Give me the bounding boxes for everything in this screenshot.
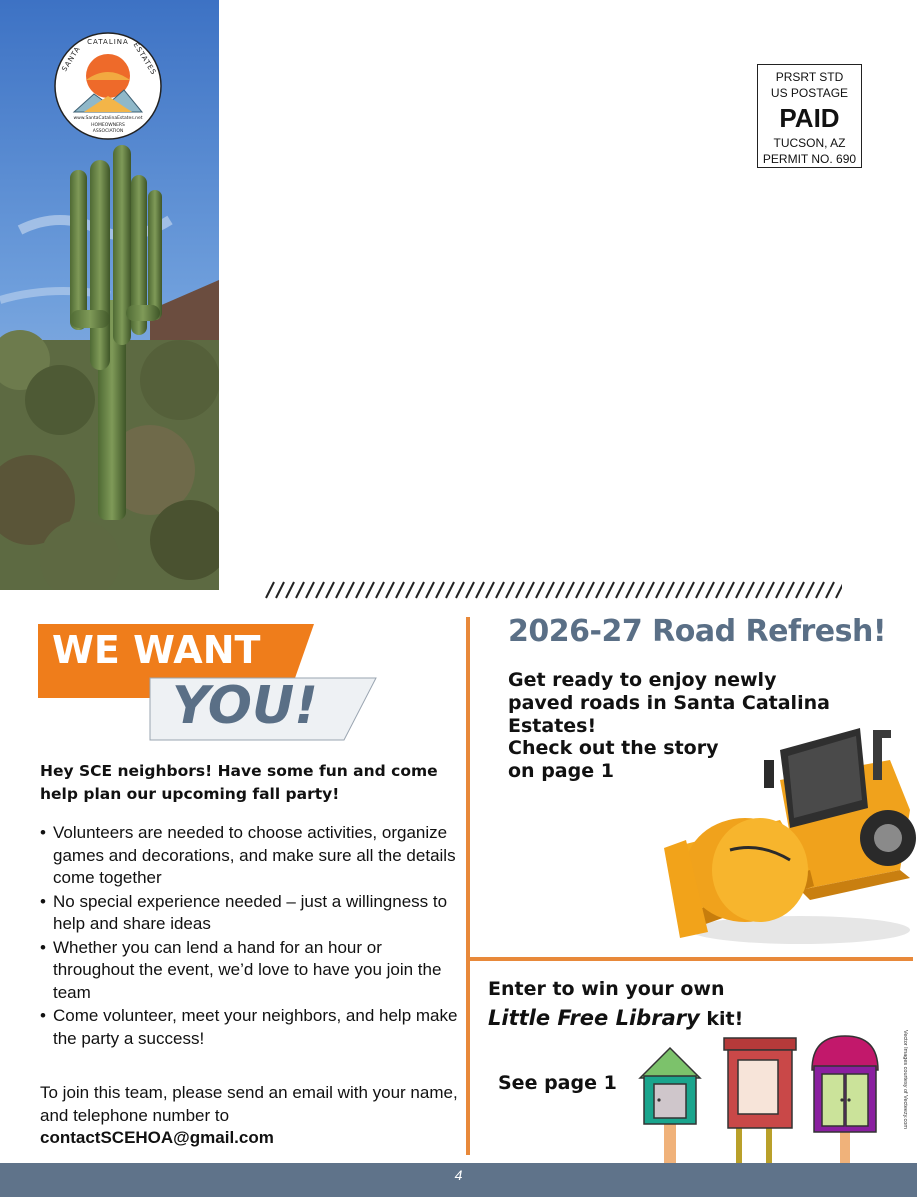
logo-org-2: ASSOCIATION <box>92 129 124 134</box>
slash-mark <box>756 582 764 598</box>
slash-mark <box>716 582 724 598</box>
vertical-divider <box>466 617 470 1155</box>
slash-mark <box>786 582 794 598</box>
volunteer-bullets <box>40 822 460 1051</box>
slash-mark <box>446 582 454 598</box>
slash-mark <box>796 582 804 598</box>
library-title <box>488 975 743 1034</box>
slash-mark <box>826 582 834 598</box>
library-arch-icon <box>812 1036 878 1164</box>
slash-mark <box>736 582 744 598</box>
postage-permit: PERMIT NO. 690 <box>762 152 857 166</box>
road-roller-icon <box>660 720 917 950</box>
slash-mark <box>816 582 824 598</box>
slash-mark <box>726 582 734 598</box>
banner-you: YOU! <box>172 676 318 736</box>
slash-mark <box>336 582 344 598</box>
slash-mark <box>286 582 294 598</box>
library-title-italic: Little Free Library <box>488 1006 700 1030</box>
slash-mark <box>396 582 404 598</box>
slash-mark <box>566 582 574 598</box>
library-house-icon <box>640 1048 700 1164</box>
slash-mark <box>366 582 374 598</box>
slash-mark <box>636 582 644 598</box>
slash-mark <box>306 582 314 598</box>
list-item: • Volunteers are needed to choose activities, organize games and decorations, and make sure all the details come together <box>40 822 460 890</box>
slash-mark <box>606 582 614 598</box>
library-title-line1: Enter to win your own <box>488 978 725 1000</box>
slash-mark <box>456 582 464 598</box>
list-item: • Whether you can lend a hand for an hour or throughout the event, we’d love to have you join the team <box>40 937 460 1005</box>
slash-mark <box>386 582 394 598</box>
cover-photo <box>0 0 219 590</box>
slash-mark <box>426 582 434 598</box>
slash-mark <box>746 582 754 598</box>
horizontal-divider <box>470 957 913 961</box>
slash-mark <box>616 582 624 598</box>
slash-mark <box>506 582 514 598</box>
slash-mark <box>806 582 814 598</box>
postage-city: TUCSON, AZ <box>773 136 846 150</box>
library-box-icon <box>724 1038 796 1164</box>
slash-mark <box>666 582 674 598</box>
slash-mark <box>296 582 304 598</box>
slash-mark <box>546 582 554 598</box>
svg-text:SANTA: SANTA <box>60 44 83 73</box>
slash-mark <box>776 582 784 598</box>
slash-mark <box>676 582 684 598</box>
svg-text:ESTATES: ESTATES <box>131 41 158 77</box>
slash-mark <box>766 582 774 598</box>
slash-mark <box>476 582 484 598</box>
contact-email-link[interactable]: contactSCEHOA@gmail.com <box>40 1128 274 1147</box>
slash-mark <box>646 582 654 598</box>
library-title-rest: kit! <box>699 1008 744 1030</box>
page-footer <box>0 1163 917 1197</box>
join-text: To join this team, please send an email with your name, and telephone number to <box>40 1083 458 1125</box>
slash-mark <box>696 582 704 598</box>
postage-indicia <box>757 64 862 168</box>
svg-text:CATALINA: CATALINA <box>87 38 129 46</box>
slash-mark <box>496 582 504 598</box>
slash-divider <box>262 580 842 600</box>
join-instructions <box>40 1082 460 1150</box>
postage-paid: PAID <box>779 103 840 133</box>
slash-mark <box>326 582 334 598</box>
postage-line1: PRSRT STD <box>775 70 844 84</box>
slash-mark <box>266 582 274 598</box>
road-refresh-title: 2026-27 Road Refresh! <box>508 614 887 649</box>
hoa-logo <box>55 33 161 139</box>
page-number: 4 <box>454 1167 463 1183</box>
little-library-icons <box>636 1030 896 1164</box>
slash-mark <box>836 582 842 598</box>
slash-mark <box>526 582 534 598</box>
slash-mark <box>706 582 714 598</box>
library-see-page: See page 1 <box>498 1072 617 1094</box>
list-item: • Come volunteer, meet your neighbors, and help make the party a success! <box>40 1005 460 1050</box>
slash-mark <box>536 582 544 598</box>
slash-mark <box>626 582 634 598</box>
slash-mark <box>596 582 604 598</box>
slash-mark <box>376 582 384 598</box>
slash-mark <box>486 582 494 598</box>
road-refresh-body: Get ready to enjoy newly paved roads in Santa Catalina Estates! <box>508 669 830 737</box>
slash-mark <box>516 582 524 598</box>
list-item: • No special experience needed – just a willingness to help and share ideas <box>40 891 460 936</box>
slash-mark <box>586 582 594 598</box>
banner-we-want: WE WANT <box>52 628 261 672</box>
slash-mark <box>356 582 364 598</box>
slash-mark <box>576 582 584 598</box>
slash-mark <box>276 582 284 598</box>
slash-mark <box>686 582 694 598</box>
image-credit: Vector Images courtesy of Vecteezy.com <box>902 1030 908 1129</box>
slash-mark <box>466 582 474 598</box>
volunteer-intro: Hey SCE neighbors! Have some fun and come help plan our upcoming fall party! <box>40 762 438 803</box>
slash-mark <box>416 582 424 598</box>
road-refresh-story: Check out the story on page 1 <box>508 737 719 782</box>
logo-org-1: HOMEOWNERS <box>91 123 125 128</box>
slash-mark <box>346 582 354 598</box>
slash-mark <box>656 582 664 598</box>
slash-mark <box>556 582 564 598</box>
logo-url: www.SantaCatalinaEstates.net <box>73 116 143 121</box>
slash-mark <box>316 582 324 598</box>
postage-line2: US POSTAGE <box>770 86 849 100</box>
slash-mark <box>406 582 414 598</box>
slash-mark <box>436 582 444 598</box>
